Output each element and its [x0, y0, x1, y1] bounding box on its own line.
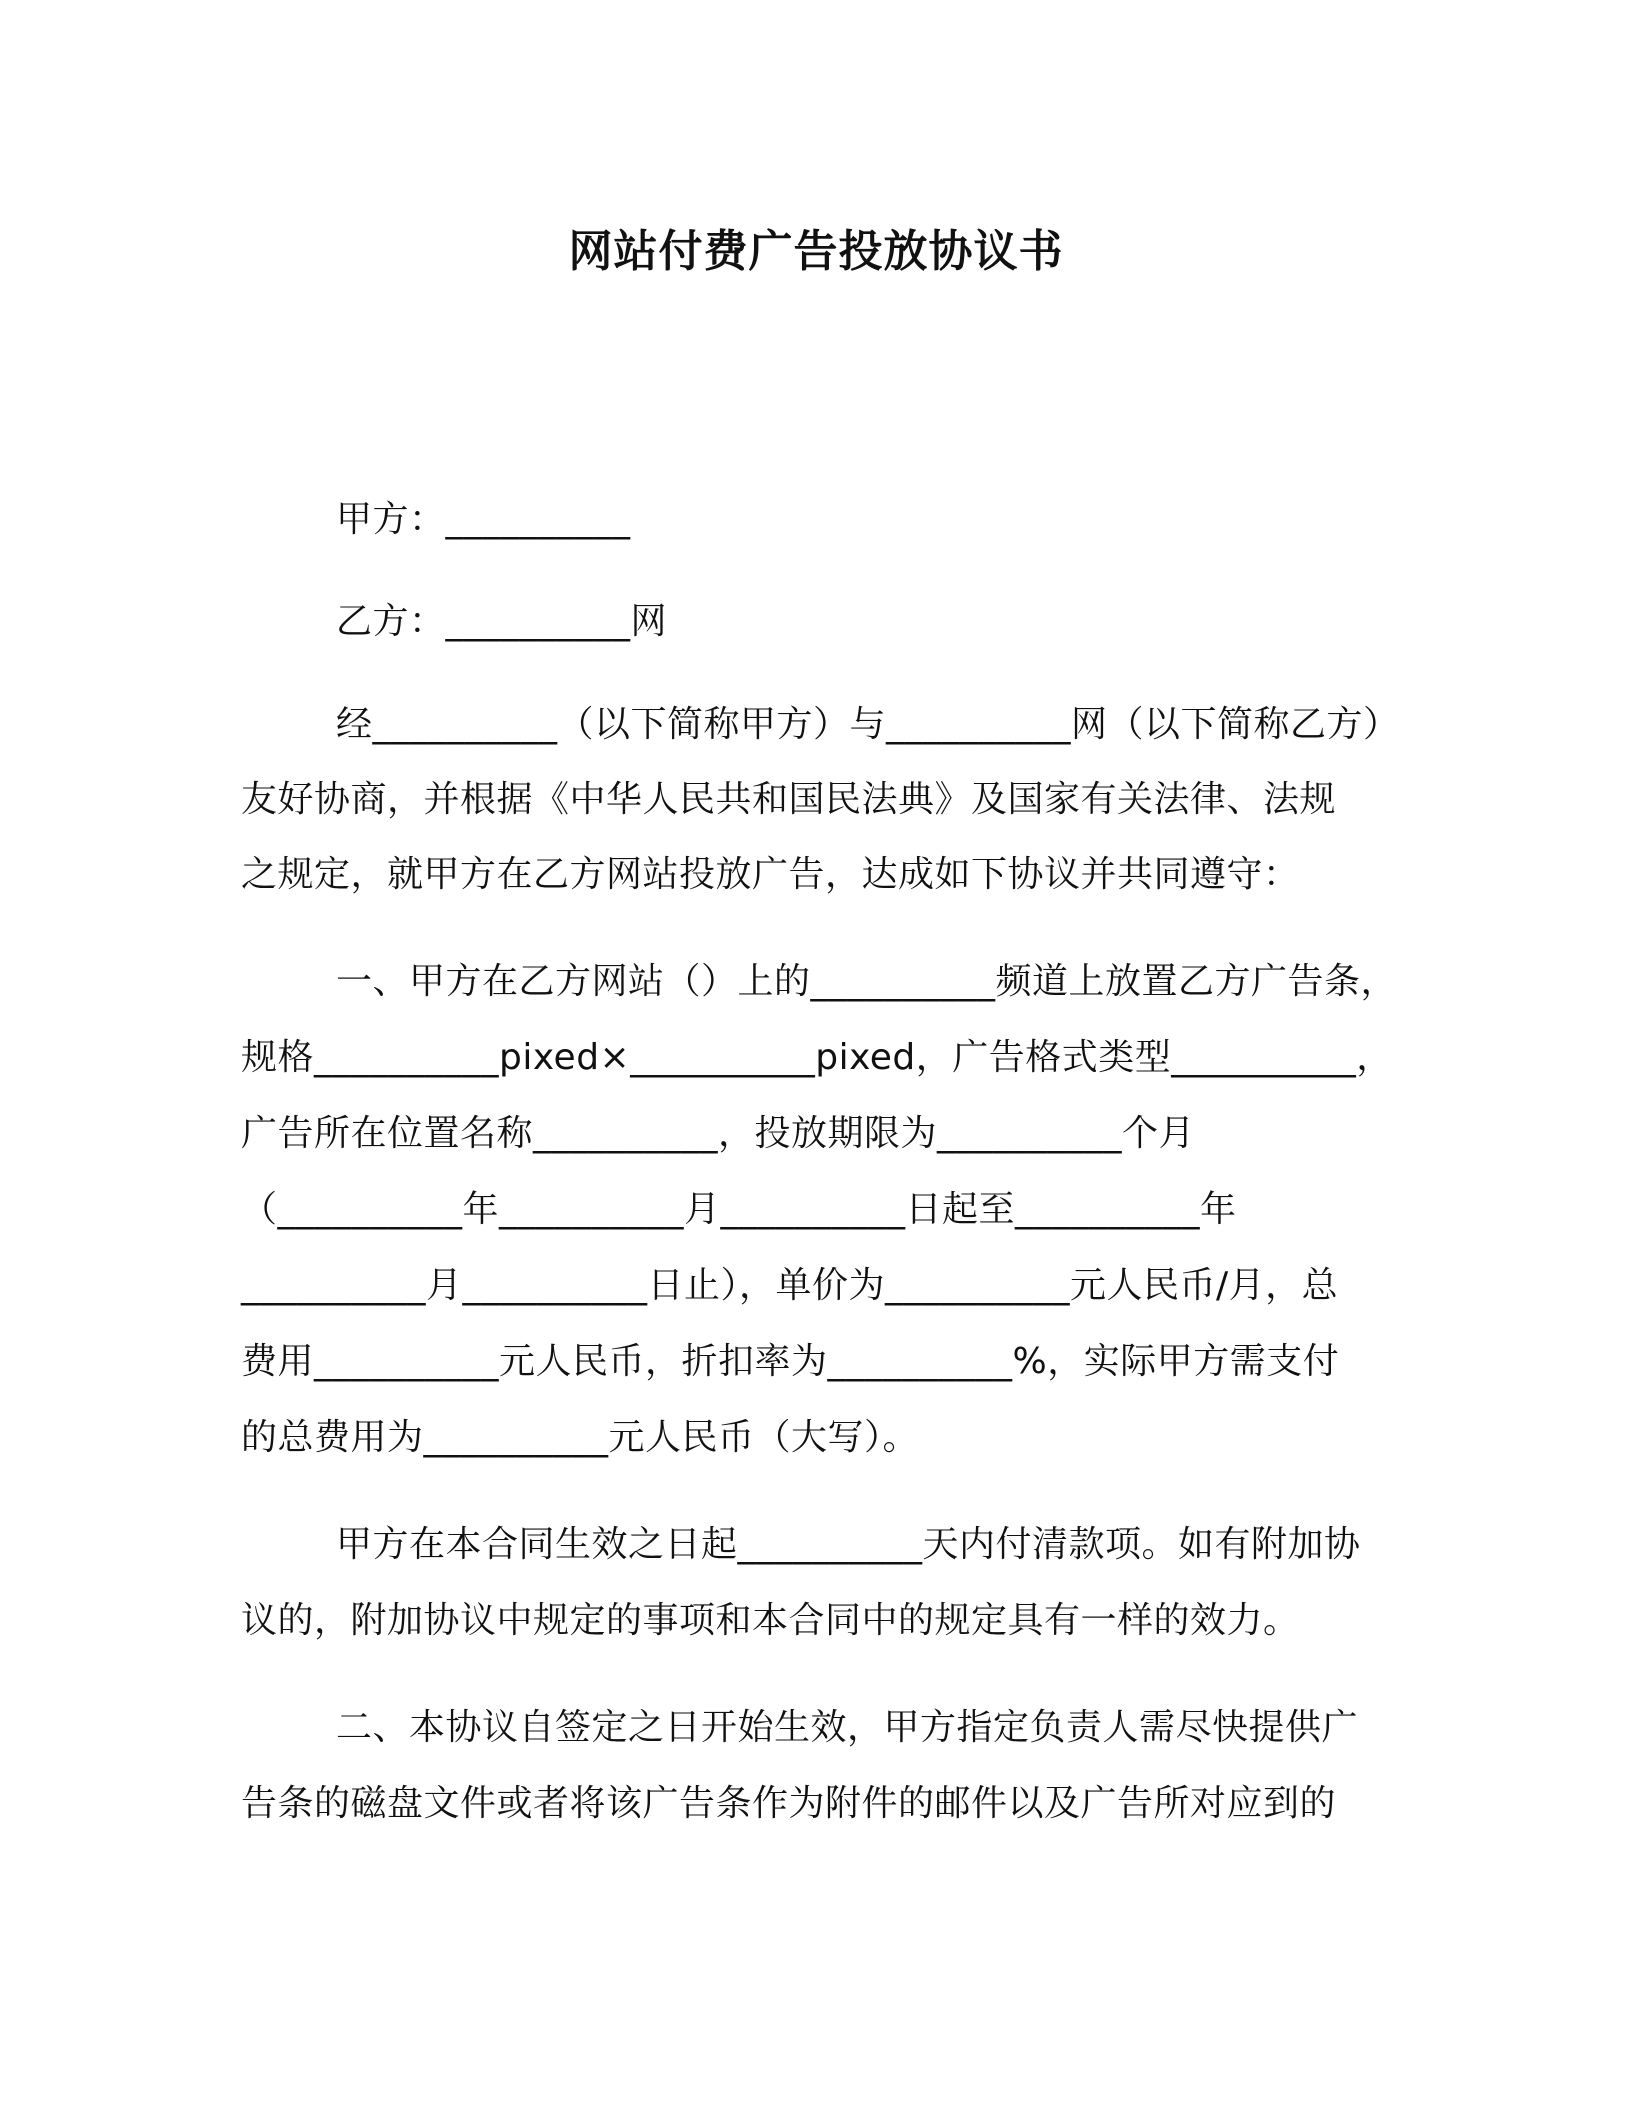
party-b-line: 乙方：__________网	[336, 601, 668, 642]
document-title: 网站付费广告投放协议书	[568, 226, 1064, 277]
text-line: 二、本协议自签定之日开始生效，甲方指定负责人需尽快提供广	[336, 1707, 1359, 1748]
text-line: 议的，附加协议中规定的事项和本合同中的规定具有一样的效力。	[241, 1600, 1300, 1641]
text-line: 费用__________元人民币，折扣率为__________%，实际甲方需支付	[241, 1341, 1340, 1382]
text-line: 告条的磁盘文件或者将该广告条作为附件的邮件以及广告所对应到的	[241, 1783, 1337, 1824]
text-line: 友好协商，并根据《中华人民共和国民法典》及国家有关法律、法规	[241, 779, 1337, 820]
text-line: （__________年__________月__________日起至__________年	[241, 1189, 1237, 1230]
text-line: 之规定，就甲方在乙方网站投放广告，达成如下协议并共同遵守：	[241, 854, 1300, 895]
text-line: __________月__________日止），单价为__________元人民币/月，总	[241, 1265, 1339, 1306]
text-line: 广告所在位置名称__________，投放期限为__________个月	[241, 1113, 1196, 1154]
text-line: 甲方在本合同生效之日起__________天内付清款项。如有附加协	[336, 1524, 1361, 1565]
text-line: 一、甲方在乙方网站（）上的__________频道上放置乙方广告条，	[336, 961, 1398, 1002]
text-line: 经__________（以下简称甲方）与__________网（以下简称乙方）	[336, 704, 1400, 745]
text-line: 规格__________pixed×__________pixed，广告格式类型__________，	[241, 1037, 1393, 1078]
text-line: 的总费用为__________元人民币（大写）。	[241, 1417, 920, 1458]
party-a-line: 甲方：__________	[336, 499, 631, 540]
